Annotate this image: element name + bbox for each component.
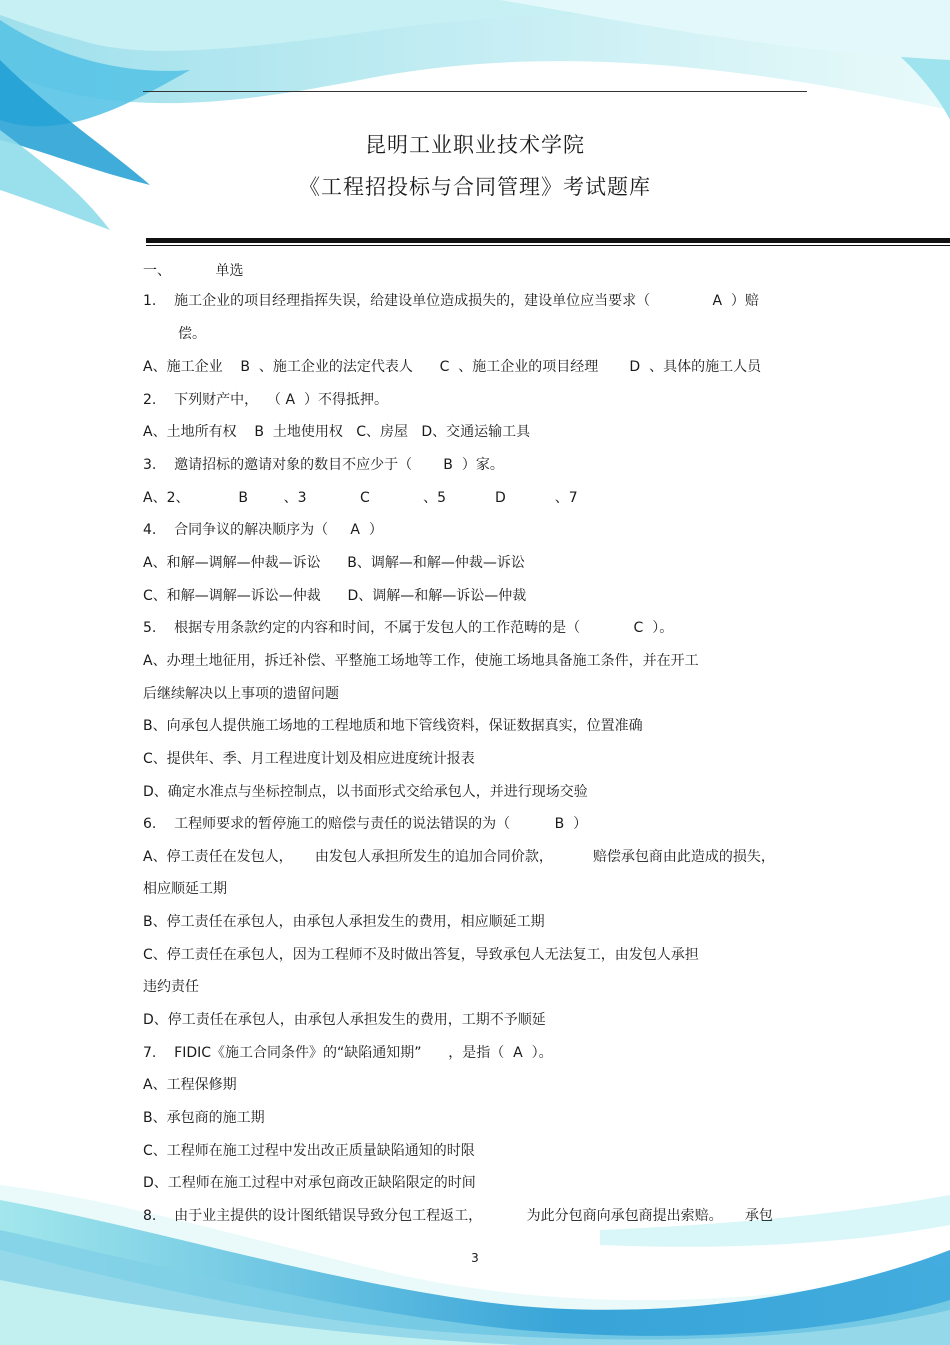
q7-option-d: D、工程师在施工过程中对承包商改正缺陷限定的时间 [143,1175,476,1191]
header-rule [143,91,807,92]
q6-option-a: A、停工责任在发包人， 由发包人承担所发生的追加合同价款， 赔偿承包商由此造成的损失， [143,849,775,865]
q5-option-d: D、确定水准点与坐标控制点，以书面形式交给承包人，并进行现场交验 [143,784,588,800]
question-6: 6. 工程师要求的暂停施工的赔偿与责任的说法错误的为（ B ） [143,816,588,832]
q6-option-c: C、停工责任在承包人，因为工程师不及时做出答复，导致承包人无法复工，由发包人承担 [143,947,699,963]
q6-option-a-cont: 相应顺延工期 [143,881,227,897]
title-divider-thin [146,245,950,246]
question-8: 8. 由于业主提供的设计图纸错误导致分包工程返工， 为此分包商向承包商提出索赔。 承包 [143,1208,773,1224]
q3-options: A、2、 B 、3 C 、5 D 、7 [143,490,578,506]
q5-option-b: B、向承包人提供施工场地的工程地质和地下管线资料，保证数据真实，位置准确 [143,718,643,734]
question-2: 2. 下列财产中， （ A ）不得抵押。 [143,392,388,408]
question-4: 4. 合同争议的解决顺序为（ A ） [143,522,383,538]
q7-option-b: B、承包商的施工期 [143,1110,265,1126]
question-7: 7. FIDIC《施工合同条件》的“缺陷通知期” ，是指（ A ）。 [143,1045,553,1061]
section-heading: 一、 单选 [143,263,244,279]
q1-options: A、施工企业 B 、施工企业的法定代表人 C 、施工企业的项目经理 D 、具体的施工人员 [143,359,762,375]
q4-option-a-b: A、和解—调解—仲裁—诉讼 B、调解—和解—仲裁—诉讼 [143,555,525,571]
question-1-cont: 偿。 [178,326,206,342]
q4-option-c-d: C、和解—调解—诉讼—仲裁 D、调解—和解—诉讼—仲裁 [143,588,527,604]
title-divider-thick [146,238,950,243]
page-number: 3 [471,1251,479,1265]
q2-options: A、土地所有权 B 土地使用权 C、房屋 D、交通运输工具 [143,424,531,440]
q5-option-c: C、提供年、季、月工程进度计划及相应进度统计报表 [143,751,475,767]
question-5: 5. 根据专用条款约定的内容和时间，不属于发包人的工作范畴的是（ C ）。 [143,620,674,636]
question-3: 3. 邀请招标的邀请对象的数目不应少于（ B ）家。 [143,457,504,473]
school-name: 昆明工业职业技术学院 [365,133,585,157]
q6-option-c-cont: 违约责任 [143,979,199,995]
q5-option-a: A、办理土地征用，拆迁补偿、平整施工场地等工作，使施工场地具备施工条件，并在开工 [143,653,699,669]
q7-option-a: A、工程保修期 [143,1077,237,1093]
q7-option-c: C、工程师在施工过程中发出改正质量缺陷通知的时限 [143,1143,475,1159]
question-1: 1. 施工企业的项目经理指挥失误，给建设单位造成损失的，建设单位应当要求（ A ）赔 [143,293,759,309]
q6-option-d: D、停工责任在承包人，由承包人承担发生的费用，工期不予顺延 [143,1012,546,1028]
exam-title: 《工程招投标与合同管理》考试题库 [299,175,651,199]
q6-option-b: B、停工责任在承包人，由承包人承担发生的费用，相应顺延工期 [143,914,545,930]
q5-option-a-cont: 后继续解决以上事项的遗留问题 [143,686,339,702]
